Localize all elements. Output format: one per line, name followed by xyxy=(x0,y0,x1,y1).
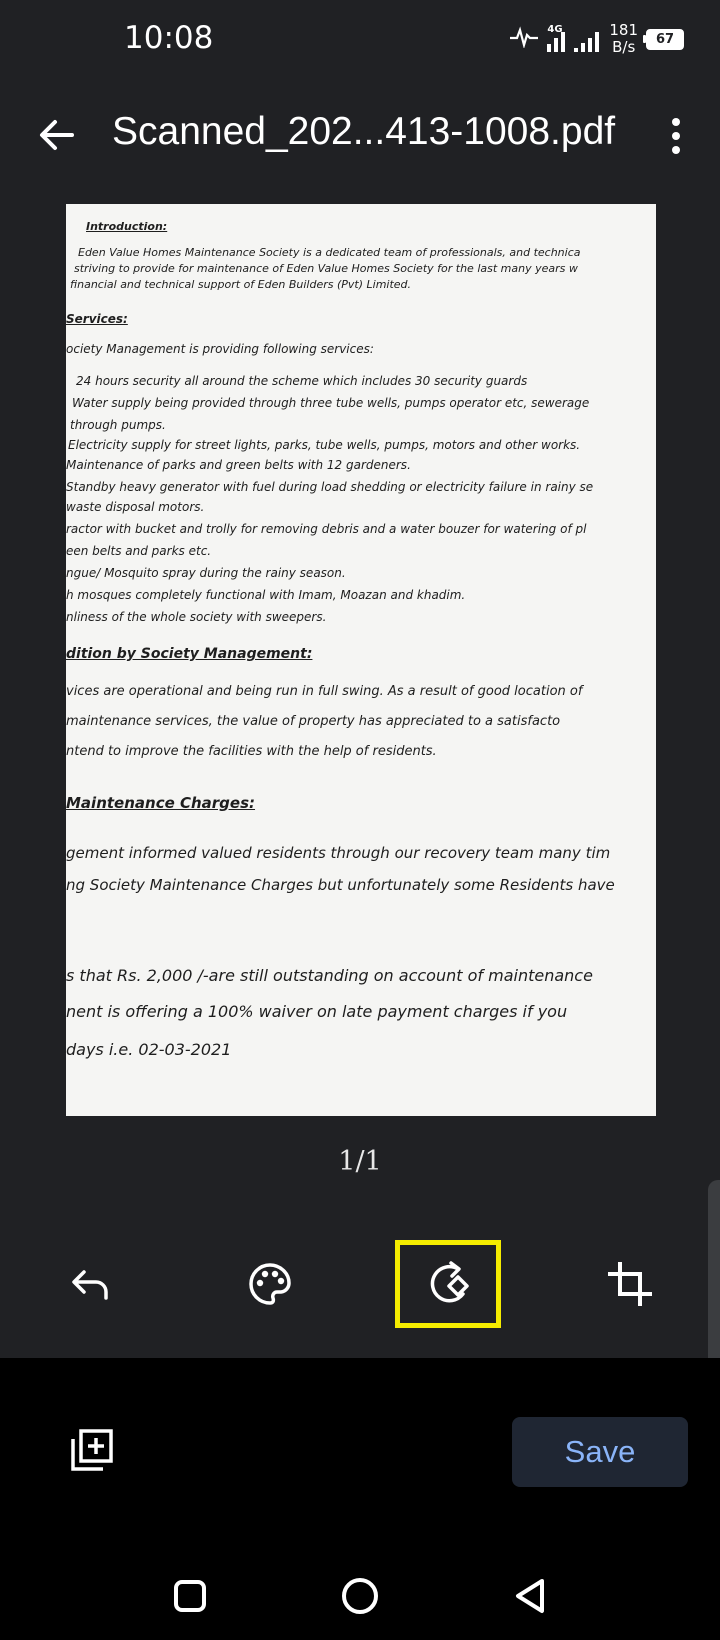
network-speed-value: 181 xyxy=(609,21,638,39)
doc-line: nent is offering a 100% waiver on late payment charges if you xyxy=(66,1002,568,1021)
doc-section-heading: Maintenance Charges: xyxy=(66,794,256,812)
undo-icon xyxy=(66,1260,114,1308)
arrow-back-icon xyxy=(28,108,84,164)
doc-line: s that Rs. 2,000 /-are still outstanding on account of maintenance xyxy=(66,966,593,985)
network-type-label: 4G xyxy=(547,24,563,35)
doc-section-heading: dition by Society Management: xyxy=(66,646,313,662)
square-icon xyxy=(170,1576,210,1616)
cellular-signal-icon xyxy=(547,26,599,52)
document-title: Scanned_202...413-1008.pdf xyxy=(112,110,616,153)
doc-line: ngue/ Mosquito spray during the rainy season. xyxy=(66,566,346,580)
circle-icon xyxy=(338,1574,382,1618)
add-page-icon xyxy=(69,1427,115,1473)
undo-button[interactable] xyxy=(50,1244,130,1324)
doc-line: through pumps. xyxy=(70,418,166,432)
doc-section-heading: Services: xyxy=(66,312,128,326)
triangle-back-icon xyxy=(510,1576,550,1616)
doc-line: 24 hours security all around the scheme which includes 30 security guards xyxy=(76,374,528,388)
status-icons xyxy=(509,22,684,56)
add-page-button[interactable] xyxy=(66,1424,118,1476)
more-vertical-icon xyxy=(654,108,698,164)
doc-line: gement informed valued residents through our recovery team many tim xyxy=(66,844,611,862)
doc-line: maintenance services, the value of property has appreciated to a satisfacto xyxy=(66,714,561,729)
back-button[interactable] xyxy=(28,108,84,164)
crop-icon xyxy=(606,1260,654,1308)
home-button[interactable] xyxy=(330,1572,390,1620)
doc-line: Electricity supply for street lights, parks, tube wells, pumps, motors and other works. xyxy=(68,438,581,452)
crop-button[interactable] xyxy=(590,1244,670,1324)
doc-line: striving to provide for maintenance of Eden Value Homes Society for the last many years w xyxy=(74,262,578,275)
doc-line: vices are operational and being run in full swing. As a result of good location of xyxy=(66,684,583,699)
doc-line: waste disposal motors. xyxy=(66,500,205,514)
doc-line: ng Society Maintenance Charges but unfortunately some Residents have xyxy=(66,876,615,894)
doc-line: een belts and parks etc. xyxy=(66,544,212,558)
doc-line: ntend to improve the facilities with the help of residents. xyxy=(66,744,437,759)
status-time: 10:08 xyxy=(124,20,214,56)
save-button[interactable]: Save xyxy=(512,1417,688,1487)
palette-icon xyxy=(246,1260,294,1308)
doc-line: financial and technical support of Eden Builders (Pvt) Limited. xyxy=(70,278,412,291)
more-options-button[interactable] xyxy=(654,108,698,164)
doc-line: nliness of the whole society with sweepers. xyxy=(66,610,327,624)
battery-level: 67 xyxy=(655,31,675,47)
doc-line: Water supply being provided through three tube wells, pumps operator etc, sewerage xyxy=(72,396,590,410)
doc-line: ractor with bucket and trolly for removing debris and a water bouzer for watering of pl xyxy=(66,522,587,536)
page-indicator: 1/1 xyxy=(338,1146,382,1177)
document-page-preview[interactable] xyxy=(66,204,656,1116)
rotate-button[interactable] xyxy=(408,1244,488,1324)
battery-icon xyxy=(646,29,684,50)
nav-back-button[interactable] xyxy=(500,1572,560,1620)
filter-button[interactable] xyxy=(230,1244,310,1324)
doc-line: Introduction: xyxy=(86,220,168,233)
doc-line: Standby heavy generator with fuel during load shedding or electricity failure in rainy se xyxy=(66,480,594,494)
network-speed-unit: B/s xyxy=(612,38,636,56)
activity-icon xyxy=(509,26,539,52)
network-speed xyxy=(609,22,638,56)
rotate-icon xyxy=(422,1258,474,1310)
doc-line: h mosques completely functional with Imam, Moazan and khadim. xyxy=(66,588,466,602)
doc-line: days i.e. 02-03-2021 xyxy=(66,1040,232,1059)
doc-line: Eden Value Homes Maintenance Society is a dedicated team of professionals, and technica xyxy=(78,246,581,259)
doc-line: Maintenance of parks and green belts with 12 gardeners. xyxy=(66,458,411,472)
doc-line: ociety Management is providing following services: xyxy=(66,342,374,356)
recents-button[interactable] xyxy=(160,1572,220,1620)
